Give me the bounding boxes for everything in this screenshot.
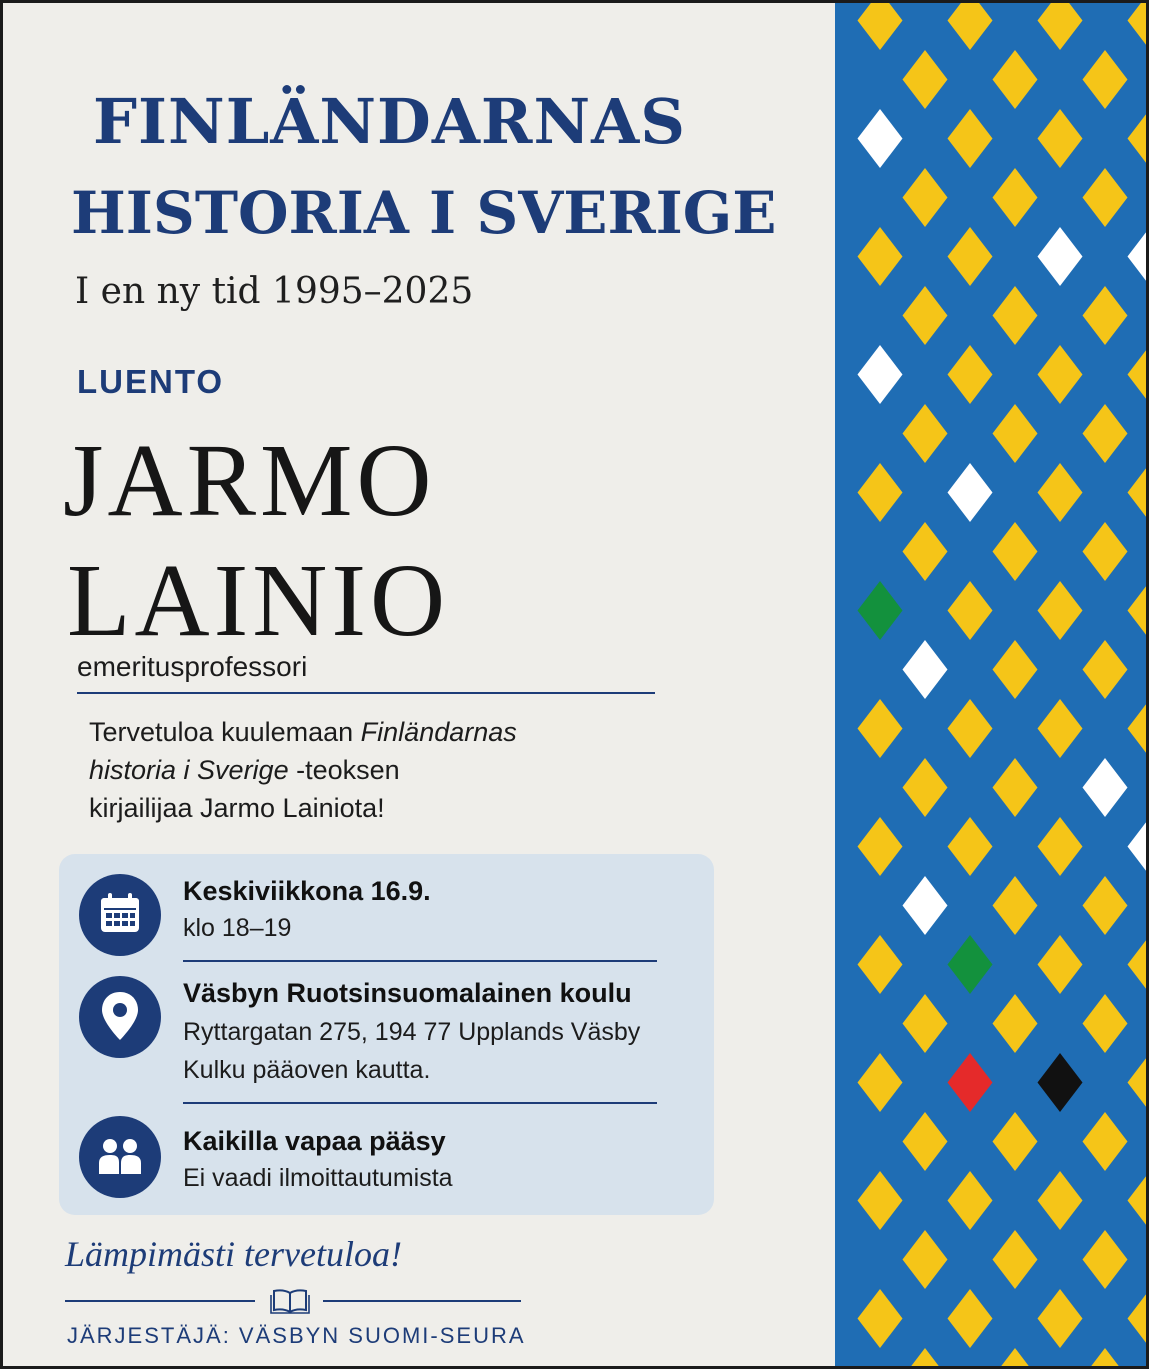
- info-divider: [183, 960, 657, 962]
- calendar-icon: [79, 874, 161, 956]
- divider: [65, 1300, 255, 1302]
- divider: [323, 1300, 521, 1302]
- intro-book-title-1: Finländarnas: [360, 717, 517, 747]
- event-type-label: LUENTO: [77, 363, 225, 400]
- intro-part-1: Tervetuloa kuulemaan: [89, 717, 361, 747]
- speaker-last-name: LAINIO: [67, 543, 450, 658]
- intro-part-3: kirjailijaa Jarmo Lainiota!: [89, 793, 385, 823]
- speaker-first-name: JARMO: [63, 423, 436, 538]
- divider: [77, 692, 655, 694]
- entrance-text: Kulku pääoven kautta.: [183, 1056, 431, 1084]
- admission-title: Kaikilla vapaa pääsy: [183, 1126, 446, 1156]
- location-pin-icon: [79, 976, 161, 1058]
- time-text: klo 18–19: [183, 914, 292, 942]
- book-icon: [269, 1287, 311, 1315]
- admission-text: Ei vaadi ilmoittautumista: [183, 1164, 453, 1192]
- title-line-1: FINLÄNDARNAS: [93, 85, 687, 158]
- speaker-title: emeritusprofessori: [77, 651, 308, 682]
- date-title: Keskiviikkona 16.9.: [183, 876, 431, 906]
- event-info-box: [59, 854, 714, 1215]
- intro-part-2: -teoksen: [288, 755, 400, 785]
- diamond-pattern: [835, 3, 1149, 1369]
- intro-text: [89, 713, 649, 827]
- welcome-text: Lämpimästi tervetuloa!: [65, 1234, 402, 1274]
- address-text: Ryttargatan 275, 194 77 Upplands Väsby: [183, 1018, 641, 1046]
- people-icon: [79, 1116, 161, 1198]
- info-divider: [183, 1102, 657, 1104]
- subtitle: I en ny tid 1995–2025: [75, 271, 474, 312]
- location-title: Väsbyn Ruotsinsuomalainen koulu: [183, 978, 632, 1008]
- intro-book-title-2: historia i Sverige: [89, 755, 289, 785]
- organizer-text: JÄRJESTÄJÄ: VÄSBYN SUOMI-SEURA: [67, 1323, 526, 1348]
- title-line-2: HISTORIA I SVERIGE: [71, 179, 777, 247]
